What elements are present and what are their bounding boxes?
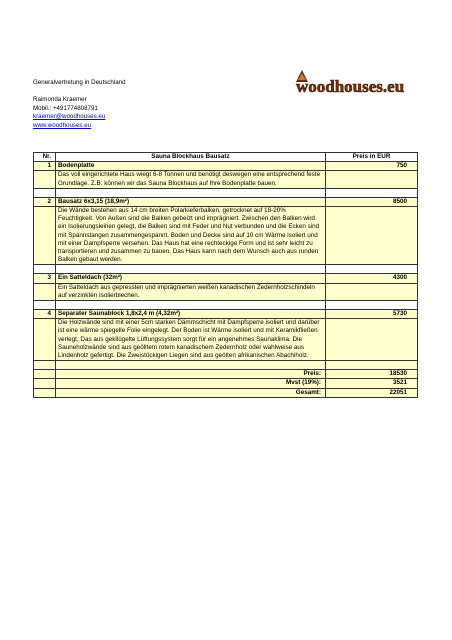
total-row-price [34,370,418,379]
item-nr: 1 [34,162,56,171]
total-value: 18530 [326,370,418,379]
logo-graphic [294,66,414,96]
item-name: Ein Satteldach (32m²) [56,274,326,283]
item-row-2 [34,197,418,206]
email-link[interactable]: kraemer@woodhouses.eu [33,113,106,121]
item-row-1 [34,162,418,171]
contact-name: Raimonda Kraemer [33,96,87,104]
total-label: Gesamt: [56,388,326,397]
total-label: Mvst (19%): [56,379,326,388]
col-header-price: Preis in EUR [326,153,418,162]
total-value: 22051 [326,388,418,397]
item-description: Das voll eingerichtete Haus wiegt 6-8 Tonnen und benötigt deswegen eine entsprechend feste Grundlage. Z.B. können wir das Sauna Blockhaus auf Ihre Bodenplatte bauen. [56,171,326,188]
col-header-title: Sauna Blockhaus Bausatz [56,153,326,162]
item-price: 5730 [326,310,418,319]
item-name: Separater Saunablock 1,8x2,4 m (4,32m²) [56,310,326,319]
item-nr: 3 [34,274,56,283]
item-row-3 [34,274,418,283]
total-row-vat [34,379,418,388]
total-value: 3521 [326,379,418,388]
offer-table [33,152,418,398]
item-description: Die Holzwände sind mit einer 5cm starken Dämmschicht mit Dampfsperre isoliert und darüber ist eine wärme spiegelle Folie eingelegt. Der Boden ist Wärme isoliert und mit Keramikfließen verlegt. Das aus gekllügelte Lüftungssystem sorgt für ein angenehmes Saunaklima. Die Sauneholzwände sind aus geölltem rotem kanadischem Zedernholz oder wahlweise aus Lindenholz gefertigt. Die Zweistöckigen Liegen sind aus geölten afrikanischen Abachiholz. [56,319,326,361]
item-nr: 4 [34,310,56,319]
contact-block [33,79,126,130]
item-price: 750 [326,162,418,171]
item-desc-row-2 [34,207,418,265]
contact-mobile: Mobil.: +491774808791 [33,104,98,112]
total-row-gross [34,388,418,397]
logo-text: woodhouses.eu [296,77,405,96]
woodhouses-logo [294,66,414,96]
item-price: 8500 [326,197,418,206]
item-desc-row-4 [34,319,418,361]
item-name: Bausatz 6x3,15 (18,9m²) [56,197,326,206]
item-name: Bodenplatte [56,162,326,171]
website-link[interactable]: www.woodhouses.eu [33,121,92,129]
col-header-nr: Nr. [34,153,56,162]
item-desc-row-1 [34,171,418,188]
item-desc-row-3 [34,283,418,300]
item-description: Die Wände bestehen aus 14 cm breiten Polarkieferbalken, getrocknet auf 18-20% Feuchtigkeit. Von Außen sind die Balken gebeizt und imprägniert. Zwischen den Balken wird ein Isolierungsleinen gelegt, die Balken sind mit Feder und Nut verbunden und die Ecken sind mit Spannstangen zusammengespannt. Boden und Decke sind auf 10 cm Wärme isoliert und mit einer Dampfsperre versehen. Das Haus hat eine rechteckige Form und ist sehr leicht zu transportieren und zusammen zu bauen. Das Haus kann nach dem Wunsch auch aus runden Balken gebaut werden. [56,207,326,265]
agency-label: Generalvertretung in Deutschland [33,79,126,86]
item-price: 4300 [326,274,418,283]
item-nr: 2 [34,197,56,206]
item-description: Ein Satteldach aus gepressten und imprägnierten weißen kanadischen Zedernholzschindeln auf verzinkten Isolierblechen. [56,283,326,300]
item-row-4 [34,310,418,319]
total-label: Preis: [56,370,326,379]
table-header-row [34,153,418,162]
